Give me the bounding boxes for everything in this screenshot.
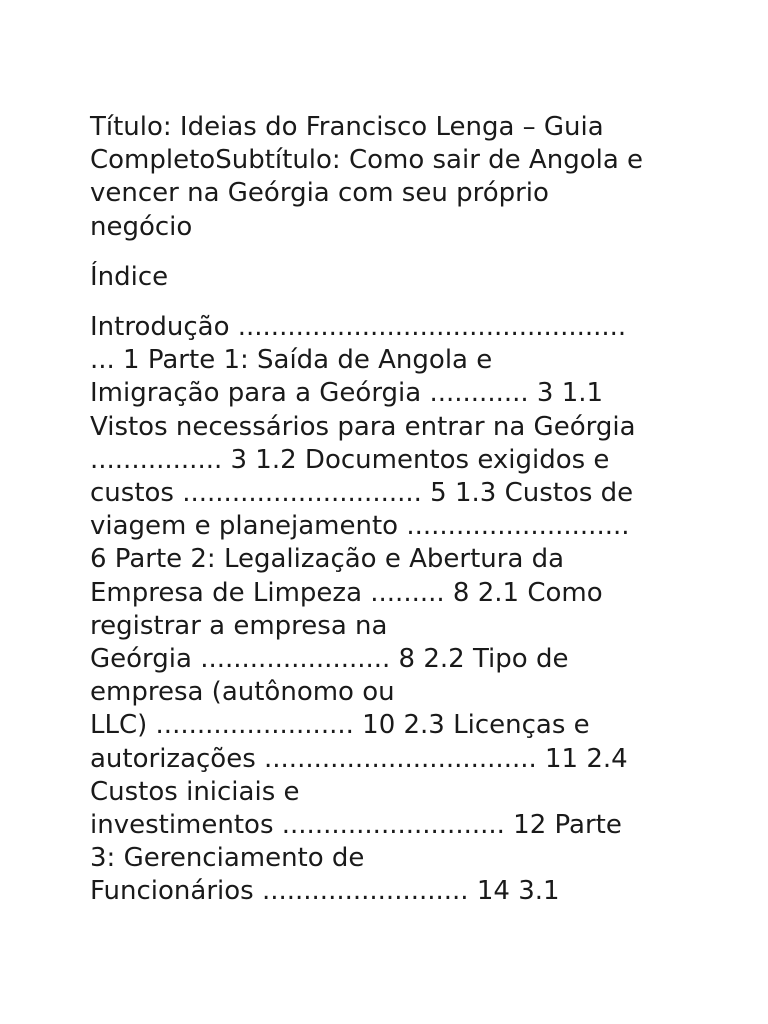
toc-line: Vistos necessários para entrar na Geórgia bbox=[90, 411, 636, 442]
document-title bbox=[90, 111, 682, 244]
toc-line: ................ 3 1.2 Documentos exigidos e bbox=[90, 444, 610, 475]
toc-line: Introdução ............................................... bbox=[90, 312, 627, 343]
toc-line: ... 1 Parte 1: Saída de Angola e bbox=[90, 345, 493, 376]
document-page bbox=[90, 111, 682, 926]
toc-line: Geórgia ....................... 8 2.2 Tipo de bbox=[90, 644, 569, 675]
toc-line: Funcionários ......................... 14 3.1 bbox=[90, 876, 560, 907]
toc-line: Custos iniciais e bbox=[90, 776, 300, 807]
toc-line: custos ............................. 5 1.3 Custos de bbox=[90, 478, 634, 509]
toc-line: investimentos ........................... 12 Parte bbox=[90, 810, 622, 841]
title-line: vencer na Geórgia com seu próprio bbox=[90, 178, 549, 209]
toc-line: Imigração para a Geórgia ............ 3 1.1 bbox=[90, 378, 604, 409]
index-heading: Índice bbox=[90, 261, 169, 292]
toc-line: empresa (autônomo ou bbox=[90, 677, 395, 708]
toc-line: registrar a empresa na bbox=[90, 610, 388, 641]
toc-line: 3: Gerenciamento de bbox=[90, 843, 365, 874]
toc-line: 6 Parte 2: Legalização e Abertura da bbox=[90, 544, 565, 575]
toc-line: autorizações ................................. 11 2.4 bbox=[90, 743, 628, 774]
toc-line: viagem e planejamento ........................... bbox=[90, 511, 630, 542]
title-line: CompletoSubtítulo: Como sair de Angola e bbox=[90, 145, 644, 176]
toc-line: Empresa de Limpeza ......... 8 2.1 Como bbox=[90, 577, 603, 608]
toc-line: LLC) ........................ 10 2.3 Licenças e bbox=[90, 710, 590, 741]
title-line: Título: Ideias do Francisco Lenga – Guia bbox=[90, 112, 604, 142]
table-of-contents bbox=[90, 311, 682, 909]
title-line: negócio bbox=[90, 211, 193, 242]
